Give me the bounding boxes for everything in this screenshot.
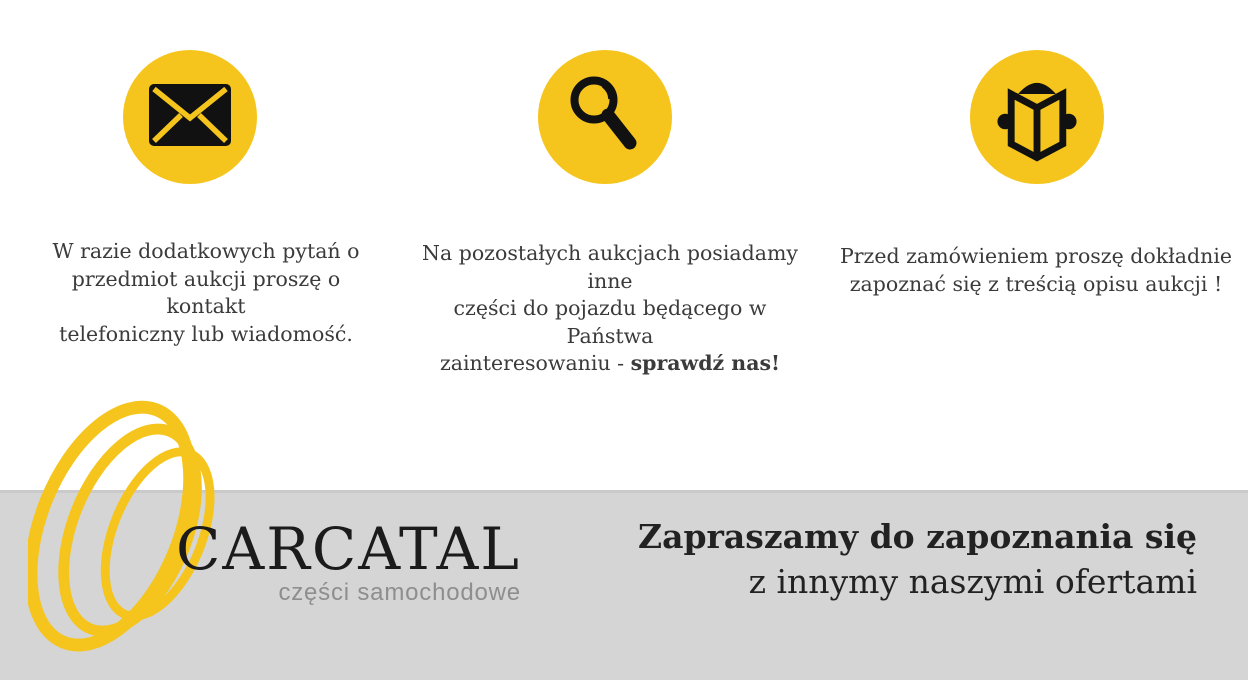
brand-logo xyxy=(176,515,521,606)
feature-icon-circle xyxy=(538,50,672,184)
feature-text-line: zainteresowaniu - sprawdź nas! xyxy=(439,351,781,375)
magnifier-icon xyxy=(563,73,647,161)
feature-text-line: zapoznać się z treścią opisu aukcji ! xyxy=(849,271,1223,296)
reading-person-icon xyxy=(994,68,1080,167)
feature-icon-circle xyxy=(970,50,1104,184)
envelope-icon xyxy=(148,83,232,151)
banner-line-bold: Zapraszamy do zapoznania się xyxy=(637,517,1197,556)
feature-text-line: Przed zamówieniem proszę dokładnie xyxy=(839,244,1233,268)
logo-title: CARCATAL xyxy=(176,515,521,583)
feature-text xyxy=(836,243,1236,298)
feature-text-line: Na pozostałych aukcjach posiadamy inne xyxy=(422,241,798,293)
banner-text xyxy=(638,514,1197,604)
feature-text xyxy=(46,238,366,348)
banner-line: z innymy naszymi ofertami xyxy=(748,562,1197,601)
feature-text-line: części do pojazdu będącego w Państwa xyxy=(453,296,767,348)
feature-text-line: telefoniczny lub wiadomość. xyxy=(59,321,353,346)
logo-subtitle: części samochodowe xyxy=(278,579,521,606)
feature-icon-circle xyxy=(123,50,257,184)
feature-text-line: przedmiot aukcji proszę o kontakt xyxy=(71,266,341,318)
feature-text-line: W razie dodatkowych pytań o xyxy=(52,239,360,263)
feature-text xyxy=(410,240,810,378)
bold-text: sprawdź nas! xyxy=(630,351,781,375)
